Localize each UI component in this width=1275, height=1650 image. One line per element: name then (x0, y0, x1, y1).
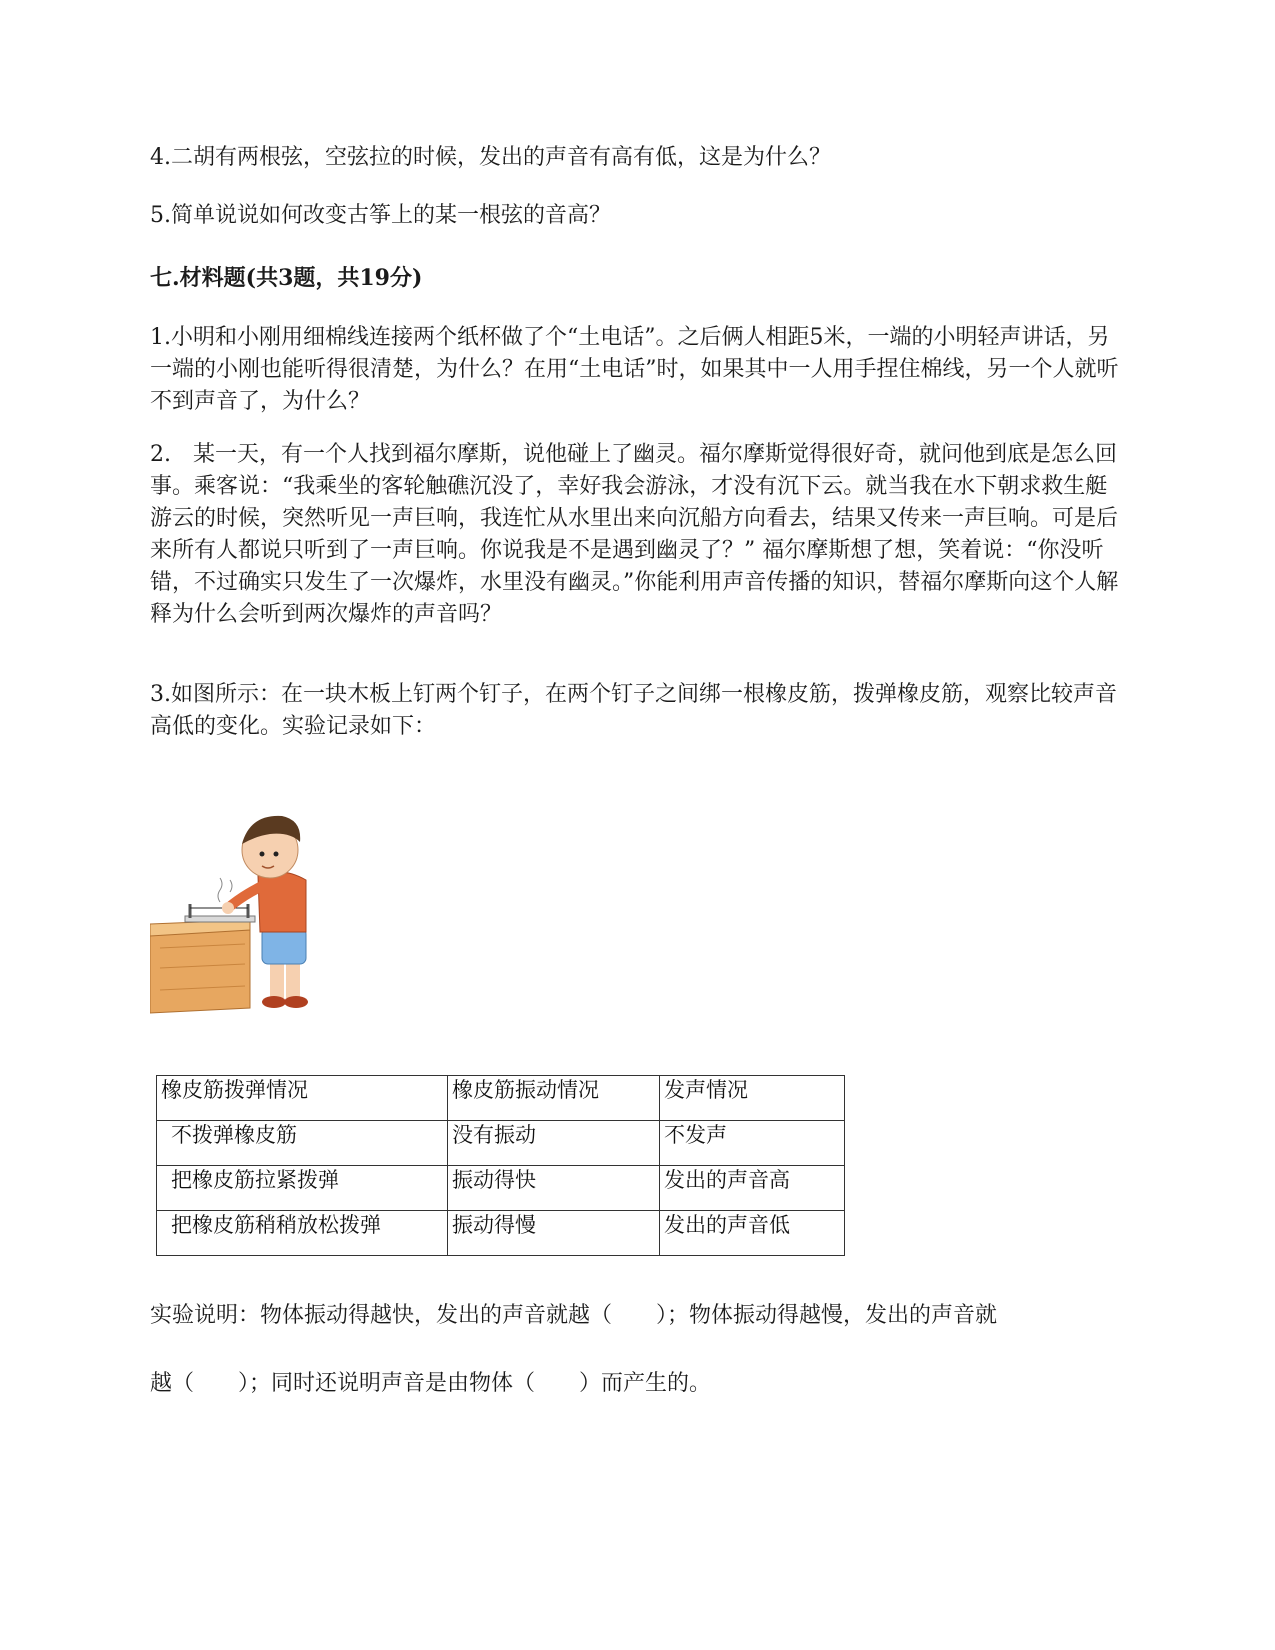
material-question-1: 1.小明和小刚用细棉线连接两个纸杯做了个“土电话”。之后俩人相距5米，一端的小明轻声讲话，另一端的小刚也能听得很清楚，为什么？在用“土电话”时，如果其中一人用手捏住棉线，另一个人就听不到声音了，为什么？ (150, 325, 1119, 414)
table-cell: 把橡皮筋稍稍放松拨弹 (157, 1211, 448, 1256)
section-heading: 七.材料题(共3题，共19分) (150, 265, 423, 291)
material-question-2: 2. 某一天，有一个人找到福尔摩斯，说他碰上了幽灵。福尔摩斯觉得很好奇，就问他到底是怎么回事。乘客说：“我乘坐的客轮触礁沉没了，幸好我会游泳，才没有沉下云。就当我在水下朝求救生艇游云的时候，突然听见一声巨响，我连忙从水里出来向沉船方向看去，结果又传来一声巨响。可是后来所有人都说只听到了一声巨响。你说我是不是遇到幽灵了？” 福尔摩斯想了想，笑着说：“你没听错，不过确实只发生了一次爆炸，水里没有幽灵。”你能利用声音传播的知识，替福尔摩斯向这个人解释为什么会听到两次爆炸的声音吗？ (150, 442, 1119, 627)
table-row (157, 1211, 845, 1256)
table-cell: 把橡皮筋拉紧拨弹 (157, 1166, 448, 1211)
table-cell: 振动得快 (448, 1166, 660, 1211)
table-header-cell: 橡皮筋振动情况 (448, 1076, 660, 1121)
table-cell: 振动得慢 (448, 1211, 660, 1256)
table-cell: 发出的声音高 (660, 1166, 845, 1211)
table-cell: 不发声 (660, 1121, 845, 1166)
table-cell: 不拨弹橡皮筋 (157, 1121, 448, 1166)
table-header-cell: 橡皮筋拨弹情况 (157, 1076, 448, 1121)
table-header-row (157, 1076, 845, 1121)
table-row (157, 1166, 845, 1211)
experiment-record-table (156, 1075, 845, 1256)
material-question-3: 3.如图所示：在一块木板上钉两个钉子，在两个钉子之间绑一根橡皮筋，拨弹橡皮筋，观察比较声音高低的变化。实验记录如下： (150, 682, 1117, 739)
table-row (157, 1121, 845, 1166)
experiment-illustration (150, 808, 312, 1016)
table-cell: 发出的声音低 (660, 1211, 845, 1256)
conclusion-line-1: 实验说明：物体振动得越快，发出的声音就越（ ）；物体振动得越慢，发出的声音就 (150, 1303, 998, 1328)
conclusion-line-2: 越（ ）；同时还说明声音是由物体（ ）而产生的。 (150, 1371, 712, 1396)
table-cell: 没有振动 (448, 1121, 660, 1166)
table-header-cell: 发声情况 (660, 1076, 845, 1121)
question-5: 5.简单说说如何改变古筝上的某一根弦的音高？ (150, 203, 611, 228)
question-4: 4.二胡有两根弦，空弦拉的时候，发出的声音有高有低，这是为什么？ (150, 145, 831, 170)
